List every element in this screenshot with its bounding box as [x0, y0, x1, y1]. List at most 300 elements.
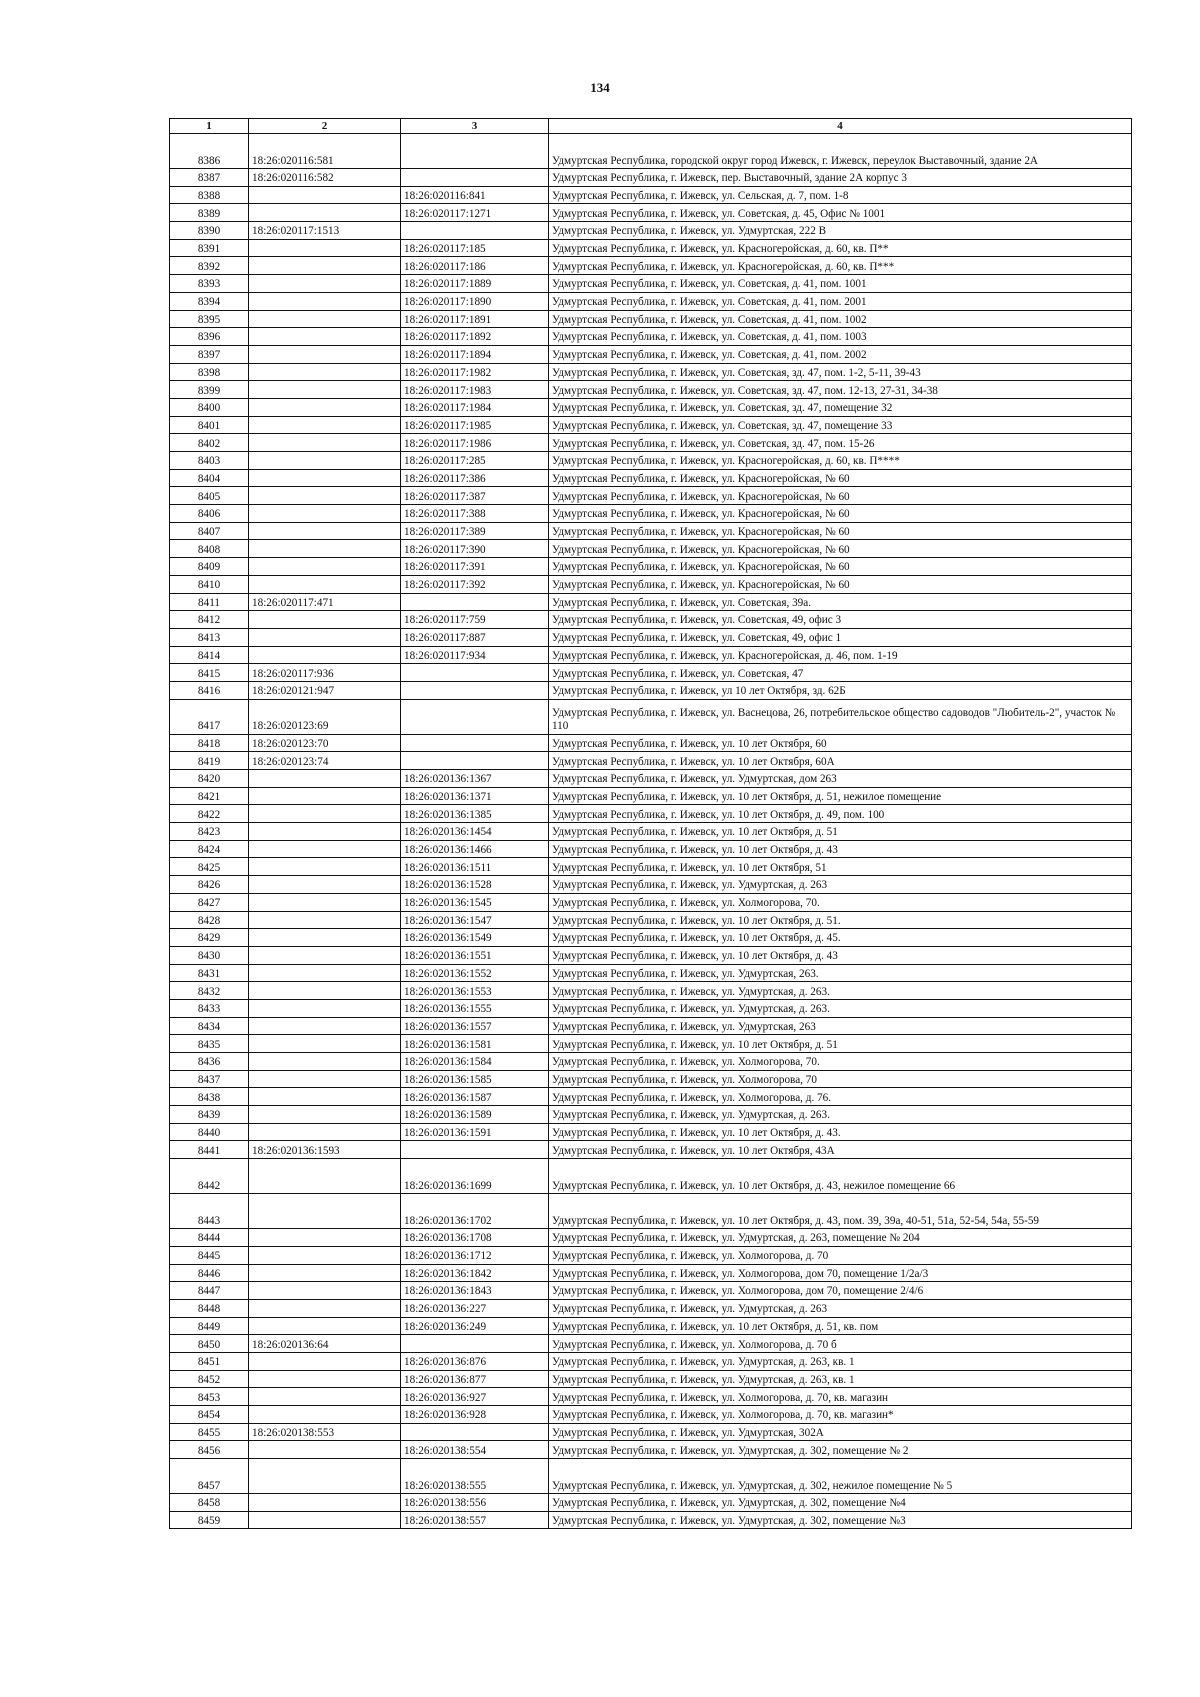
row-number-cell: 8412	[170, 611, 249, 629]
row-number-cell: 8450	[170, 1335, 249, 1353]
table-row	[170, 522, 1132, 540]
address-cell: Удмуртская Республика, г. Ижевск, ул. Удмуртская, 222 В	[549, 222, 1132, 240]
row-number-cell: 8452	[170, 1370, 249, 1388]
row-number-cell: 8422	[170, 805, 249, 823]
table-row	[170, 1299, 1132, 1317]
address-cell: Удмуртская Республика, г. Ижевск, ул. Советская, 47	[549, 664, 1132, 682]
address-cell: Удмуртская Республика, г. Ижевск, ул. Красногеройская, № 60	[549, 522, 1132, 540]
table-row	[170, 434, 1132, 452]
address-cell: Удмуртская Республика, г. Ижевск, ул. Советская, зд. 47, пом. 15-26	[549, 434, 1132, 452]
cadastral-number-col2-cell	[249, 434, 401, 452]
address-cell: Удмуртская Республика, г. Ижевск, ул. Холмогорова, дом 70, помещение 1/2а/3	[549, 1264, 1132, 1282]
cadastral-number-col2-cell	[249, 398, 401, 416]
table-row	[170, 858, 1132, 876]
cadastral-number-col3-cell: 18:26:020117:390	[401, 540, 549, 558]
table-row	[170, 310, 1132, 328]
cadastral-number-col2-cell	[249, 982, 401, 1000]
table-row	[170, 593, 1132, 611]
address-cell: Удмуртская Республика, г. Ижевск, ул. 10 лет Октября, д. 45.	[549, 929, 1132, 947]
cadastral-number-col3-cell: 18:26:020136:928	[401, 1406, 549, 1424]
cadastral-number-col2-cell	[249, 1159, 401, 1194]
address-cell: Удмуртская Республика, г. Ижевск, ул. Советская, зд. 47, пом. 1-2, 5-11, 39-43	[549, 363, 1132, 381]
table-row	[170, 646, 1132, 664]
cadastral-number-col3-cell: 18:26:020117:285	[401, 452, 549, 470]
cadastral-number-col2-cell: 18:26:020123:74	[249, 752, 401, 770]
row-number-cell: 8427	[170, 893, 249, 911]
address-cell: Удмуртская Республика, г. Ижевск, ул. Сельская, д. 7, пом. 1-8	[549, 186, 1132, 204]
row-number-cell: 8409	[170, 558, 249, 576]
cadastral-number-col3-cell: 18:26:020136:1557	[401, 1017, 549, 1035]
cadastral-number-col2-cell	[249, 1406, 401, 1424]
row-number-cell: 8446	[170, 1264, 249, 1282]
cadastral-number-col3-cell: 18:26:020117:391	[401, 558, 549, 576]
cadastral-number-col3-cell: 18:26:020117:759	[401, 611, 549, 629]
address-cell: Удмуртская Республика, г. Ижевск, ул. Удмуртская, д. 263, кв. 1	[549, 1370, 1132, 1388]
cadastral-number-col2-cell	[249, 239, 401, 257]
cadastral-number-col2-cell	[249, 558, 401, 576]
table-row	[170, 1106, 1132, 1124]
cadastral-number-col2-cell	[249, 805, 401, 823]
cadastral-number-col2-cell	[249, 823, 401, 841]
table-row	[170, 770, 1132, 788]
row-number-cell: 8434	[170, 1017, 249, 1035]
cadastral-number-col2-cell: 18:26:020136:1593	[249, 1141, 401, 1159]
cadastral-number-col2-cell	[249, 964, 401, 982]
address-cell: Удмуртская Республика, г. Ижевск, ул. Удмуртская, д. 263	[549, 1299, 1132, 1317]
row-number-cell: 8387	[170, 169, 249, 187]
row-number-cell: 8390	[170, 222, 249, 240]
address-cell: Удмуртская Республика, г. Ижевск, ул. Холмогорова, д. 70 б	[549, 1335, 1132, 1353]
table-row	[170, 1141, 1132, 1159]
table-row	[170, 1441, 1132, 1459]
row-number-cell: 8402	[170, 434, 249, 452]
row-number-cell: 8428	[170, 911, 249, 929]
address-cell: Удмуртская Республика, г. Ижевск, ул. Удмуртская, д. 302, нежилое помещение № 5	[549, 1459, 1132, 1494]
cadastral-number-col3-cell	[401, 1423, 549, 1441]
cadastral-number-col3-cell: 18:26:020117:1982	[401, 363, 549, 381]
page-number: 134	[590, 80, 610, 95]
table-row	[170, 664, 1132, 682]
cadastral-number-col3-cell: 18:26:020136:876	[401, 1352, 549, 1370]
cadastral-number-col2-cell	[249, 292, 401, 310]
address-cell: Удмуртская Республика, г. Ижевск, ул. Холмогорова, 70	[549, 1070, 1132, 1088]
row-number-cell: 8437	[170, 1070, 249, 1088]
cadastral-number-col3-cell: 18:26:020117:1889	[401, 275, 549, 293]
address-cell: Удмуртская Республика, г. Ижевск, ул. Красногеройская, д. 60, кв. П****	[549, 452, 1132, 470]
cadastral-number-col2-cell	[249, 1511, 401, 1529]
column-header-1: 1	[170, 119, 249, 134]
table-row	[170, 398, 1132, 416]
address-cell: Удмуртская Республика, г. Ижевск, ул 10 лет Октября, зд. 62Б	[549, 681, 1132, 699]
cadastral-number-col2-cell	[249, 840, 401, 858]
address-cell: Удмуртская Республика, г. Ижевск, ул. Советская, 39а.	[549, 593, 1132, 611]
address-cell: Удмуртская Республика, г. Ижевск, ул. Удмуртская, д. 302, помещение №4	[549, 1494, 1132, 1512]
row-number-cell: 8449	[170, 1317, 249, 1335]
cadastral-number-col3-cell: 18:26:020136:1466	[401, 840, 549, 858]
cadastral-number-col3-cell: 18:26:020136:877	[401, 1370, 549, 1388]
address-cell: Удмуртская Республика, г. Ижевск, ул. Холмогорова, 70.	[549, 1053, 1132, 1071]
address-cell: Удмуртская Республика, г. Ижевск, ул. Советская, зд. 47, пом. 12-13, 27-31, 34-38	[549, 381, 1132, 399]
cadastral-number-col3-cell	[401, 1335, 549, 1353]
cadastral-number-col3-cell: 18:26:020136:1842	[401, 1264, 549, 1282]
cadastral-number-col2-cell	[249, 1070, 401, 1088]
address-cell: Удмуртская Республика, г. Ижевск, ул. Удмуртская, д. 302, помещение № 2	[549, 1441, 1132, 1459]
cadastral-number-col2-cell	[249, 770, 401, 788]
row-number-cell: 8451	[170, 1352, 249, 1370]
table-row	[170, 1282, 1132, 1300]
address-cell: Удмуртская Республика, г. Ижевск, ул. Советская, зд. 47, помещение 33	[549, 416, 1132, 434]
table-row	[170, 1017, 1132, 1035]
table-row	[170, 929, 1132, 947]
table-row	[170, 1388, 1132, 1406]
cadastral-number-col3-cell: 18:26:020117:185	[401, 239, 549, 257]
cadastral-number-col3-cell: 18:26:020117:1890	[401, 292, 549, 310]
table-row	[170, 469, 1132, 487]
address-cell: Удмуртская Республика, г. Ижевск, ул. 10 лет Октября, д. 49, пом. 100	[549, 805, 1132, 823]
address-cell: Удмуртская Республика, г. Ижевск, ул. Красногеройская, № 60	[549, 487, 1132, 505]
row-number-cell: 8403	[170, 452, 249, 470]
cadastral-number-col2-cell	[249, 328, 401, 346]
row-number-cell: 8393	[170, 275, 249, 293]
cadastral-number-col3-cell: 18:26:020117:387	[401, 487, 549, 505]
cadastral-number-col2-cell	[249, 858, 401, 876]
cadastral-number-col3-cell: 18:26:020136:1708	[401, 1229, 549, 1247]
cadastral-number-col2-cell: 18:26:020138:553	[249, 1423, 401, 1441]
cadastral-number-col2-cell	[249, 575, 401, 593]
row-number-cell: 8436	[170, 1053, 249, 1071]
address-cell: Удмуртская Республика, г. Ижевск, ул. Советская, 49, офис 3	[549, 611, 1132, 629]
row-number-cell: 8420	[170, 770, 249, 788]
cadastral-number-col3-cell	[401, 734, 549, 752]
cadastral-number-col3-cell	[401, 169, 549, 187]
cadastral-number-col3-cell: 18:26:020136:1553	[401, 982, 549, 1000]
cadastral-number-col3-cell: 18:26:020117:389	[401, 522, 549, 540]
row-number-cell: 8448	[170, 1299, 249, 1317]
table-row	[170, 487, 1132, 505]
cadastral-number-col2-cell	[249, 1370, 401, 1388]
address-cell: Удмуртская Республика, г. Ижевск, ул. 10 лет Октября, 60А	[549, 752, 1132, 770]
cadastral-number-col3-cell: 18:26:020117:1894	[401, 345, 549, 363]
address-cell: Удмуртская Республика, г. Ижевск, ул. 10 лет Октября, д. 51, нежилое помещение	[549, 787, 1132, 805]
cadastral-number-col2-cell	[249, 946, 401, 964]
cadastral-number-col2-cell	[249, 381, 401, 399]
cadastral-number-col3-cell: 18:26:020136:1511	[401, 858, 549, 876]
address-cell: Удмуртская Республика, г. Ижевск, ул. Холмогорова, дом 70, помещение 2/4/6	[549, 1282, 1132, 1300]
cadastral-number-col3-cell: 18:26:020136:249	[401, 1317, 549, 1335]
address-cell: Удмуртская Республика, г. Ижевск, ул. Красногеройская, д. 60, кв. П**	[549, 239, 1132, 257]
cadastral-number-col3-cell: 18:26:020116:841	[401, 186, 549, 204]
table-row	[170, 1406, 1132, 1424]
table-row	[170, 805, 1132, 823]
cadastral-number-col3-cell: 18:26:020136:1545	[401, 893, 549, 911]
cadastral-number-col2-cell: 18:26:020136:64	[249, 1335, 401, 1353]
address-cell: Удмуртская Республика, г. Ижевск, ул. 10 лет Октября, д. 51.	[549, 911, 1132, 929]
table-row	[170, 1194, 1132, 1229]
cadastral-number-col2-cell	[249, 1441, 401, 1459]
address-cell: Удмуртская Республика, г. Ижевск, ул. Удмуртская, д. 263.	[549, 999, 1132, 1017]
cadastral-number-col3-cell	[401, 699, 549, 734]
address-cell: Удмуртская Республика, г. Ижевск, ул. Холмогорова, д. 70, кв. магазин	[549, 1388, 1132, 1406]
cadastral-number-col3-cell	[401, 134, 549, 169]
cadastral-number-col2-cell	[249, 1123, 401, 1141]
row-number-cell: 8459	[170, 1511, 249, 1529]
cadastral-number-col2-cell	[249, 876, 401, 894]
cadastral-number-col2-cell	[249, 505, 401, 523]
cadastral-number-col2-cell	[249, 275, 401, 293]
table-row	[170, 681, 1132, 699]
table-body	[170, 134, 1132, 1529]
row-number-cell: 8394	[170, 292, 249, 310]
address-cell: Удмуртская Республика, г. Ижевск, ул. 10 лет Октября, 43А	[549, 1141, 1132, 1159]
row-number-cell: 8445	[170, 1246, 249, 1264]
table-row	[170, 505, 1132, 523]
address-cell: Удмуртская Республика, г. Ижевск, ул. Красногеройская, д. 46, пом. 1-19	[549, 646, 1132, 664]
address-cell: Удмуртская Республика, г. Ижевск, ул. Холмогорова, д. 70, кв. магазин*	[549, 1406, 1132, 1424]
row-number-cell: 8391	[170, 239, 249, 257]
table-row	[170, 452, 1132, 470]
table-row	[170, 186, 1132, 204]
address-cell: Удмуртская Республика, г. Ижевск, ул. 10 лет Октября, д. 43	[549, 840, 1132, 858]
cadastral-number-col2-cell	[249, 646, 401, 664]
address-cell: Удмуртская Республика, г. Ижевск, ул. Красногеройская, № 60	[549, 575, 1132, 593]
address-cell: Удмуртская Республика, г. Ижевск, ул. Советская, д. 41, пом. 1001	[549, 275, 1132, 293]
cadastral-number-col3-cell: 18:26:020117:392	[401, 575, 549, 593]
cadastral-number-col3-cell: 18:26:020136:1699	[401, 1159, 549, 1194]
row-number-cell: 8418	[170, 734, 249, 752]
table-row	[170, 840, 1132, 858]
register-table	[169, 118, 1132, 1529]
table-row	[170, 1123, 1132, 1141]
cadastral-number-col2-cell	[249, 522, 401, 540]
row-number-cell: 8399	[170, 381, 249, 399]
table-row	[170, 823, 1132, 841]
table-row	[170, 257, 1132, 275]
address-cell: Удмуртская Республика, г. Ижевск, ул. Холмогорова, д. 76.	[549, 1088, 1132, 1106]
cadastral-number-col3-cell	[401, 664, 549, 682]
row-number-cell: 8417	[170, 699, 249, 734]
row-number-cell: 8413	[170, 628, 249, 646]
cadastral-number-col2-cell	[249, 1264, 401, 1282]
cadastral-number-col3-cell: 18:26:020117:388	[401, 505, 549, 523]
cadastral-number-col2-cell	[249, 1282, 401, 1300]
cadastral-number-col2-cell	[249, 1246, 401, 1264]
cadastral-number-col3-cell: 18:26:020136:1547	[401, 911, 549, 929]
address-cell: Удмуртская Республика, г. Ижевск, ул. Советская, д. 41, пом. 1002	[549, 310, 1132, 328]
row-number-cell: 8447	[170, 1282, 249, 1300]
table-row	[170, 328, 1132, 346]
row-number-cell: 8421	[170, 787, 249, 805]
cadastral-number-col3-cell: 18:26:020136:1843	[401, 1282, 549, 1300]
cadastral-number-col3-cell: 18:26:020136:227	[401, 1299, 549, 1317]
row-number-cell: 8395	[170, 310, 249, 328]
cadastral-number-col3-cell: 18:26:020117:1983	[401, 381, 549, 399]
table-row	[170, 1035, 1132, 1053]
cadastral-number-col2-cell	[249, 611, 401, 629]
column-header-3: 3	[401, 119, 549, 134]
cadastral-number-col2-cell	[249, 416, 401, 434]
table-row	[170, 982, 1132, 1000]
cadastral-number-col3-cell: 18:26:020136:1712	[401, 1246, 549, 1264]
address-cell: Удмуртская Республика, г. Ижевск, ул. 10 лет Октября, д. 51	[549, 823, 1132, 841]
row-number-cell: 8443	[170, 1194, 249, 1229]
cadastral-number-col3-cell	[401, 752, 549, 770]
address-cell: Удмуртская Республика, г. Ижевск, ул. Удмуртская, д. 263.	[549, 1106, 1132, 1124]
cadastral-number-col2-cell	[249, 1388, 401, 1406]
row-number-cell: 8400	[170, 398, 249, 416]
cadastral-number-col2-cell: 18:26:020121:947	[249, 681, 401, 699]
address-cell: Удмуртская Республика, г. Ижевск, ул. 10 лет Октября, д. 43.	[549, 1123, 1132, 1141]
address-cell: Удмуртская Республика, г. Ижевск, ул. 10 лет Октября, 60	[549, 734, 1132, 752]
cadastral-number-col3-cell: 18:26:020117:186	[401, 257, 549, 275]
table-row	[170, 1088, 1132, 1106]
address-cell: Удмуртская Республика, г. Ижевск, ул. Васнецова, 26, потребительское общество садоводов "Любитель-2", участок № 110	[549, 699, 1132, 734]
cadastral-number-col3-cell	[401, 593, 549, 611]
row-number-cell: 8401	[170, 416, 249, 434]
column-header-2: 2	[249, 119, 401, 134]
cadastral-number-col2-cell	[249, 186, 401, 204]
cadastral-number-col2-cell: 18:26:020123:69	[249, 699, 401, 734]
table-row	[170, 876, 1132, 894]
row-number-cell: 8411	[170, 593, 249, 611]
cadastral-number-col2-cell	[249, 628, 401, 646]
cadastral-number-col3-cell: 18:26:020136:927	[401, 1388, 549, 1406]
row-number-cell: 8442	[170, 1159, 249, 1194]
address-cell: Удмуртская Республика, г. Ижевск, ул. 10 лет Октября, д. 51	[549, 1035, 1132, 1053]
table-row	[170, 292, 1132, 310]
cadastral-number-col2-cell	[249, 1053, 401, 1071]
cadastral-number-col3-cell: 18:26:020138:555	[401, 1459, 549, 1494]
address-cell: Удмуртская Республика, г. Ижевск, ул. Удмуртская, д. 302, помещение №3	[549, 1511, 1132, 1529]
row-number-cell: 8406	[170, 505, 249, 523]
row-number-cell: 8457	[170, 1459, 249, 1494]
address-cell: Удмуртская Республика, г. Ижевск, ул. 10 лет Октября, д. 43, пом. 39, 39а, 40-51, 51а, 52-54, 54а, 55-59	[549, 1194, 1132, 1229]
cadastral-number-col3-cell: 18:26:020117:1271	[401, 204, 549, 222]
cadastral-number-col3-cell: 18:26:020136:1551	[401, 946, 549, 964]
table-row	[170, 1511, 1132, 1529]
address-cell: Удмуртская Республика, г. Ижевск, ул. Советская, зд. 47, помещение 32	[549, 398, 1132, 416]
address-cell: Удмуртская Республика, г. Ижевск, ул. 10 лет Октября, 51	[549, 858, 1132, 876]
table-row	[170, 575, 1132, 593]
cadastral-number-col2-cell	[249, 1088, 401, 1106]
address-cell: Удмуртская Республика, г. Ижевск, ул. Красногеройская, № 60	[549, 558, 1132, 576]
table-row	[170, 1070, 1132, 1088]
cadastral-number-col3-cell: 18:26:020136:1587	[401, 1088, 549, 1106]
address-cell: Удмуртская Республика, г. Ижевск, ул. Советская, д. 41, пом. 2001	[549, 292, 1132, 310]
row-number-cell: 8407	[170, 522, 249, 540]
row-number-cell: 8415	[170, 664, 249, 682]
row-number-cell: 8408	[170, 540, 249, 558]
row-number-cell: 8410	[170, 575, 249, 593]
cadastral-number-col2-cell: 18:26:020117:936	[249, 664, 401, 682]
table-row	[170, 699, 1132, 734]
address-cell: Удмуртская Республика, г. Ижевск, ул. Удмуртская, 263.	[549, 964, 1132, 982]
cadastral-number-col2-cell	[249, 452, 401, 470]
table-row	[170, 611, 1132, 629]
cadastral-number-col3-cell: 18:26:020136:1591	[401, 1123, 549, 1141]
address-cell: Удмуртская Республика, г. Ижевск, ул. Холмогорова, 70.	[549, 893, 1132, 911]
cadastral-number-col3-cell: 18:26:020138:554	[401, 1441, 549, 1459]
cadastral-number-col2-cell: 18:26:020116:581	[249, 134, 401, 169]
cadastral-number-col3-cell: 18:26:020117:1892	[401, 328, 549, 346]
table-row	[170, 1370, 1132, 1388]
cadastral-number-col2-cell: 18:26:020117:1513	[249, 222, 401, 240]
row-number-cell: 8432	[170, 982, 249, 1000]
row-number-cell: 8435	[170, 1035, 249, 1053]
row-number-cell: 8419	[170, 752, 249, 770]
cadastral-number-col3-cell: 18:26:020136:1581	[401, 1035, 549, 1053]
cadastral-number-col2-cell	[249, 363, 401, 381]
cadastral-number-col2-cell	[249, 1035, 401, 1053]
address-cell: Удмуртская Республика, г. Ижевск, ул. 10 лет Октября, д. 51, кв. пом	[549, 1317, 1132, 1335]
table-row	[170, 416, 1132, 434]
row-number-cell: 8439	[170, 1106, 249, 1124]
cadastral-number-col2-cell	[249, 1494, 401, 1512]
address-cell: Удмуртская Республика, г. Ижевск, ул. Удмуртская, д. 263	[549, 876, 1132, 894]
table-row	[170, 134, 1132, 169]
row-number-cell: 8430	[170, 946, 249, 964]
address-cell: Удмуртская Республика, г. Ижевск, ул. Советская, 49, офис 1	[549, 628, 1132, 646]
row-number-cell: 8424	[170, 840, 249, 858]
address-cell: Удмуртская Республика, г. Ижевск, ул. Удмуртская, д. 263, помещение № 204	[549, 1229, 1132, 1247]
cadastral-number-col3-cell: 18:26:020136:1702	[401, 1194, 549, 1229]
cadastral-number-col2-cell	[249, 310, 401, 328]
row-number-cell: 8392	[170, 257, 249, 275]
address-cell: Удмуртская Республика, г. Ижевск, ул. Удмуртская, д. 263.	[549, 982, 1132, 1000]
cadastral-number-col2-cell	[249, 911, 401, 929]
table-row	[170, 1317, 1132, 1335]
cadastral-number-col2-cell	[249, 1229, 401, 1247]
cadastral-number-col3-cell: 18:26:020117:1985	[401, 416, 549, 434]
row-number-cell: 8453	[170, 1388, 249, 1406]
cadastral-number-col3-cell: 18:26:020136:1552	[401, 964, 549, 982]
address-cell: Удмуртская Республика, г. Ижевск, ул. 10 лет Октября, д. 43, нежилое помещение 66	[549, 1159, 1132, 1194]
row-number-cell: 8454	[170, 1406, 249, 1424]
cadastral-number-col2-cell	[249, 1017, 401, 1035]
table-row	[170, 363, 1132, 381]
cadastral-number-col3-cell: 18:26:020136:1549	[401, 929, 549, 947]
cadastral-number-col2-cell	[249, 469, 401, 487]
cadastral-number-col3-cell: 18:26:020117:887	[401, 628, 549, 646]
address-cell: Удмуртская Республика, городской округ город Ижевск, г. Ижевск, переулок Выставочный, здание 2А	[549, 134, 1132, 169]
row-number-cell: 8397	[170, 345, 249, 363]
column-header-4: 4	[549, 119, 1132, 134]
cadastral-number-col2-cell	[249, 929, 401, 947]
address-cell: Удмуртская Республика, г. Ижевск, ул. Холмогорова, д. 70	[549, 1246, 1132, 1264]
row-number-cell: 8416	[170, 681, 249, 699]
row-number-cell: 8431	[170, 964, 249, 982]
row-number-cell: 8426	[170, 876, 249, 894]
row-number-cell: 8425	[170, 858, 249, 876]
cadastral-number-col3-cell: 18:26:020117:1986	[401, 434, 549, 452]
row-number-cell: 8389	[170, 204, 249, 222]
table-row	[170, 1423, 1132, 1441]
row-number-cell: 8388	[170, 186, 249, 204]
row-number-cell: 8456	[170, 1441, 249, 1459]
table-row	[170, 381, 1132, 399]
address-cell: Удмуртская Республика, г. Ижевск, ул. Советская, д. 41, пом. 1003	[549, 328, 1132, 346]
table-row	[170, 734, 1132, 752]
table-row	[170, 204, 1132, 222]
cadastral-number-col2-cell	[249, 487, 401, 505]
row-number-cell: 8414	[170, 646, 249, 664]
row-number-cell: 8444	[170, 1229, 249, 1247]
row-number-cell: 8440	[170, 1123, 249, 1141]
cadastral-number-col2-cell	[249, 787, 401, 805]
table-row	[170, 964, 1132, 982]
address-cell: Удмуртская Республика, г. Ижевск, ул. Красногеройская, № 60	[549, 540, 1132, 558]
table-row	[170, 239, 1132, 257]
table-row	[170, 787, 1132, 805]
